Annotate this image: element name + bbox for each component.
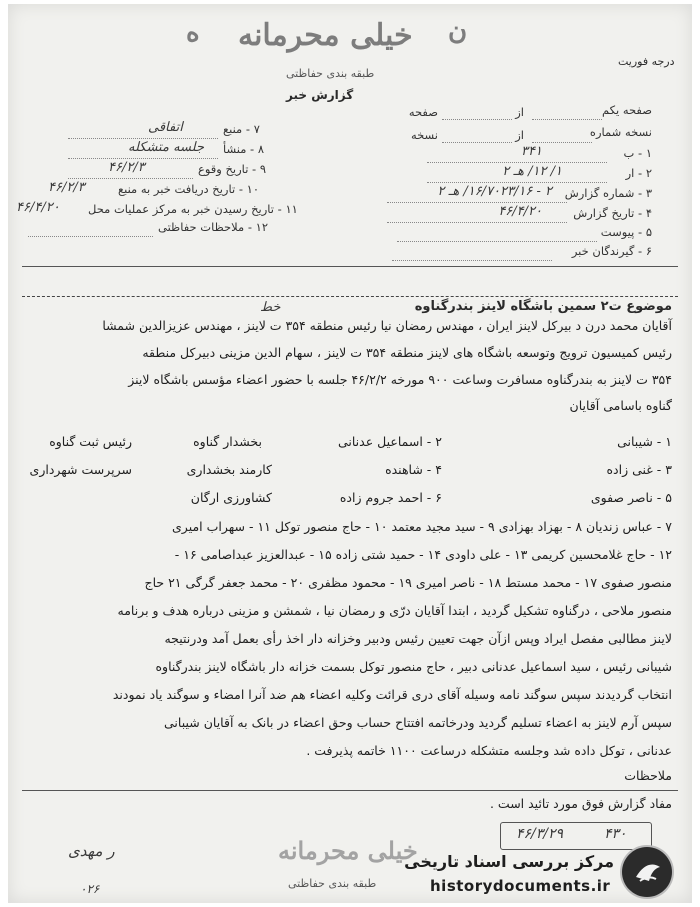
member-role: کشاورزی ارگان <box>190 490 272 505</box>
field-copy-from: از <box>515 128 524 142</box>
footer-classification: خیلی محرمانه <box>278 836 418 865</box>
body-line: سپس آرم لاینز به اعضاء تسلیم گردید ودرخاتمه افتتاح حساب وحق اعضاء در بانک به آقایان شیبانی <box>164 715 672 730</box>
classification-subtitle: طبقه بندی حفاظتی <box>286 67 375 80</box>
member-role: کارمند بخشداری <box>186 462 272 477</box>
classification-right-mark: ن <box>448 16 468 46</box>
classification-stamp: خیلی محرمانه <box>238 18 413 53</box>
watermark-url: historydocuments.ir <box>430 877 611 895</box>
body-line: عدنانی ، توکل داده شد وجلسه متشکله درساعت ۱۱۰۰ خاتمه پذیرفت . <box>306 743 672 758</box>
field-b-value: ۳۴۱ <box>521 144 542 159</box>
field-arrival-date: ۱۱ - تاریخ رسیدن خبر به مرکز عملیات محل <box>88 202 298 216</box>
body-line: ۳۵۴ ت لاینز به بندرگناوه مسافرت وساعت ۹۰۰ مورخه ۴۶/۲/۲ جلسه با حضور اعضاء مؤسس باشگاه لاینز <box>128 372 672 387</box>
member-name: ۲ - اسماعیل عدنانی <box>337 434 442 449</box>
field-receipt-date: ۱۰ - تاریخ دریافت خبر به منبع <box>118 182 260 196</box>
field-receipt-date-value: ۴۶/۲/۳ <box>48 180 85 195</box>
member-name: ۶ - احمد جروم زاده <box>339 490 442 505</box>
member-role: رئیس ثبت گناوه <box>49 434 132 449</box>
field-page-from: از <box>515 105 524 119</box>
field-page-suffix: صفحه <box>408 105 438 119</box>
field-security-notes: ۱۲ - ملاحظات حفاظتی <box>158 220 269 234</box>
field-occurrence-date-value: ۴۶/۲/۳ <box>108 160 145 175</box>
field-arrival-date-value: ۴۶/۴/۲۰ <box>16 200 60 215</box>
field-b: ۱ - ب <box>623 146 652 160</box>
field-source-value: اتفاقی <box>148 120 183 135</box>
document-sheet <box>8 4 692 903</box>
field-report-date-value: ۴۶/۴/۲۰ <box>498 204 542 219</box>
body-line: انتخاب گردیدند سپس سوگند نامه وسیله آقای دری قرائت وکلیه اعضاء هم ضد آنرا امضاء و سوگند یاد نمودند <box>112 687 672 702</box>
signature: ر مهدی <box>68 842 115 860</box>
body-line: رئیس کمیسیون ترویج وتوسعه باشگاه های لاینز منطقه ۳۵۴ ت لاینز ، سهام الدین مزینی دبیرکل منطقه <box>142 345 672 360</box>
member-role: بخشدار گناوه <box>193 434 262 449</box>
body-line: منصور ملاحی ، درگناوه تشکیل گردید ، ابتدا آقایان درّی و رمضان نیا ، شمشن و مزینی درباره هدف و برنامه <box>117 603 672 618</box>
member-name: ۱ - شیبانی <box>617 434 672 449</box>
watermark-logo <box>622 847 672 897</box>
handwritten-note: خط <box>260 300 281 315</box>
watermark-name: مرکز بررسی اسناد تاریخی <box>404 852 614 871</box>
field-ar: ۲ - ار <box>625 166 652 180</box>
report-title: گزارش خبر <box>286 88 354 102</box>
field-page: صفحه یکم <box>601 103 652 117</box>
member-name: ۴ - شاهنده <box>385 462 442 477</box>
member-name: ۵ - ناصر صفوی <box>590 490 672 505</box>
field-copy-suffix: نسخه <box>410 128 438 142</box>
field-report-number: ۳ - شماره گزارش <box>564 186 652 200</box>
stamp-number: ۴۳۰ <box>604 826 627 842</box>
footer-classification-sub: طبقه بندی حفاظتی <box>288 877 377 890</box>
field-attachment: ۵ - پیوست <box>600 225 652 239</box>
field-recipients: ۶ - گیرندگان خبر <box>571 244 652 258</box>
field-report-date: ۴ - تاریخ گزارش <box>573 206 652 220</box>
signature-sub: ۰۲۶ <box>80 882 100 896</box>
body-line: ۱۲ - حاج غلامحسین کریمی ۱۳ - علی داودی ۱۴ - حمید شتی زاده ۱۵ - عبدالعزیز عبداصامی ۱۶ - <box>174 547 672 562</box>
field-copy: نسخه شماره <box>589 125 652 139</box>
subject-line: موضوع ت۲ سمین باشگاه لاینز بندرگناوه <box>414 299 672 314</box>
member-name: ۳ - غنی زاده <box>606 462 672 477</box>
urgency-label: درجه فوریت <box>618 55 675 68</box>
body-line: آقایان محمد درن د بیرکل لاینز ایران ، مهندس رمضان نیا رئیس منطقه ۳۵۴ ت لاینز ، مهندس عزیزالدین شمشا <box>102 318 672 333</box>
body-line: منصور صفوی ۱۷ - محمد مستط ۱۸ - ناصر امیری ۱۹ - محمود مظفری ۲۰ - محمد جعفر گرگی ۲۱ حاج <box>144 575 672 590</box>
field-report-number-value: ۲ - ۱۶/۷۰۲۳/۱۶/ هـ ۲ <box>437 184 552 199</box>
member-role: سرپرست شهرداری <box>29 462 132 477</box>
field-ar-value: ۱/ ۱۲/ هـ ۲ <box>502 164 562 179</box>
closing-statement: مفاد گزارش فوق مورد تائید است . <box>489 796 672 811</box>
body-line: لاینز مطالبی مفصل ایراد وپس ازآن جهت تعیین رئیس ودبیر وخزانه دار اخذ رأی بعمل آمد ودرنتیجه <box>164 631 672 646</box>
body-line: ۷ - عباس زندیان ۸ - بهزاد بهزادی ۹ - سید مجید معتمد ۱۰ - حاج منصور توکل ۱۱ - سهراب امیری <box>172 519 672 534</box>
remarks-label: ملاحظات <box>624 768 672 783</box>
field-occurrence-date: ۹ - تاریخ وقوع <box>198 162 267 176</box>
body-line: شیبانی رئیس ، سید اسماعیل عدنانی دبیر ، حاج منصور توکل بسمت خزانه دار باشگاه لاینز بندرگناوه <box>155 659 672 674</box>
body-line: گناوه باسامی آقایان <box>569 398 672 413</box>
watermark-logo-icon <box>622 847 672 897</box>
stamp-date: ۴۶/۳/۲۹ <box>516 826 564 842</box>
field-origin: ۸ - منشأ <box>223 142 265 156</box>
field-origin-value: جلسه متشکله <box>128 140 204 155</box>
field-source: ۷ - منبع <box>223 122 260 136</box>
classification-left-mark: ه <box>186 18 200 48</box>
